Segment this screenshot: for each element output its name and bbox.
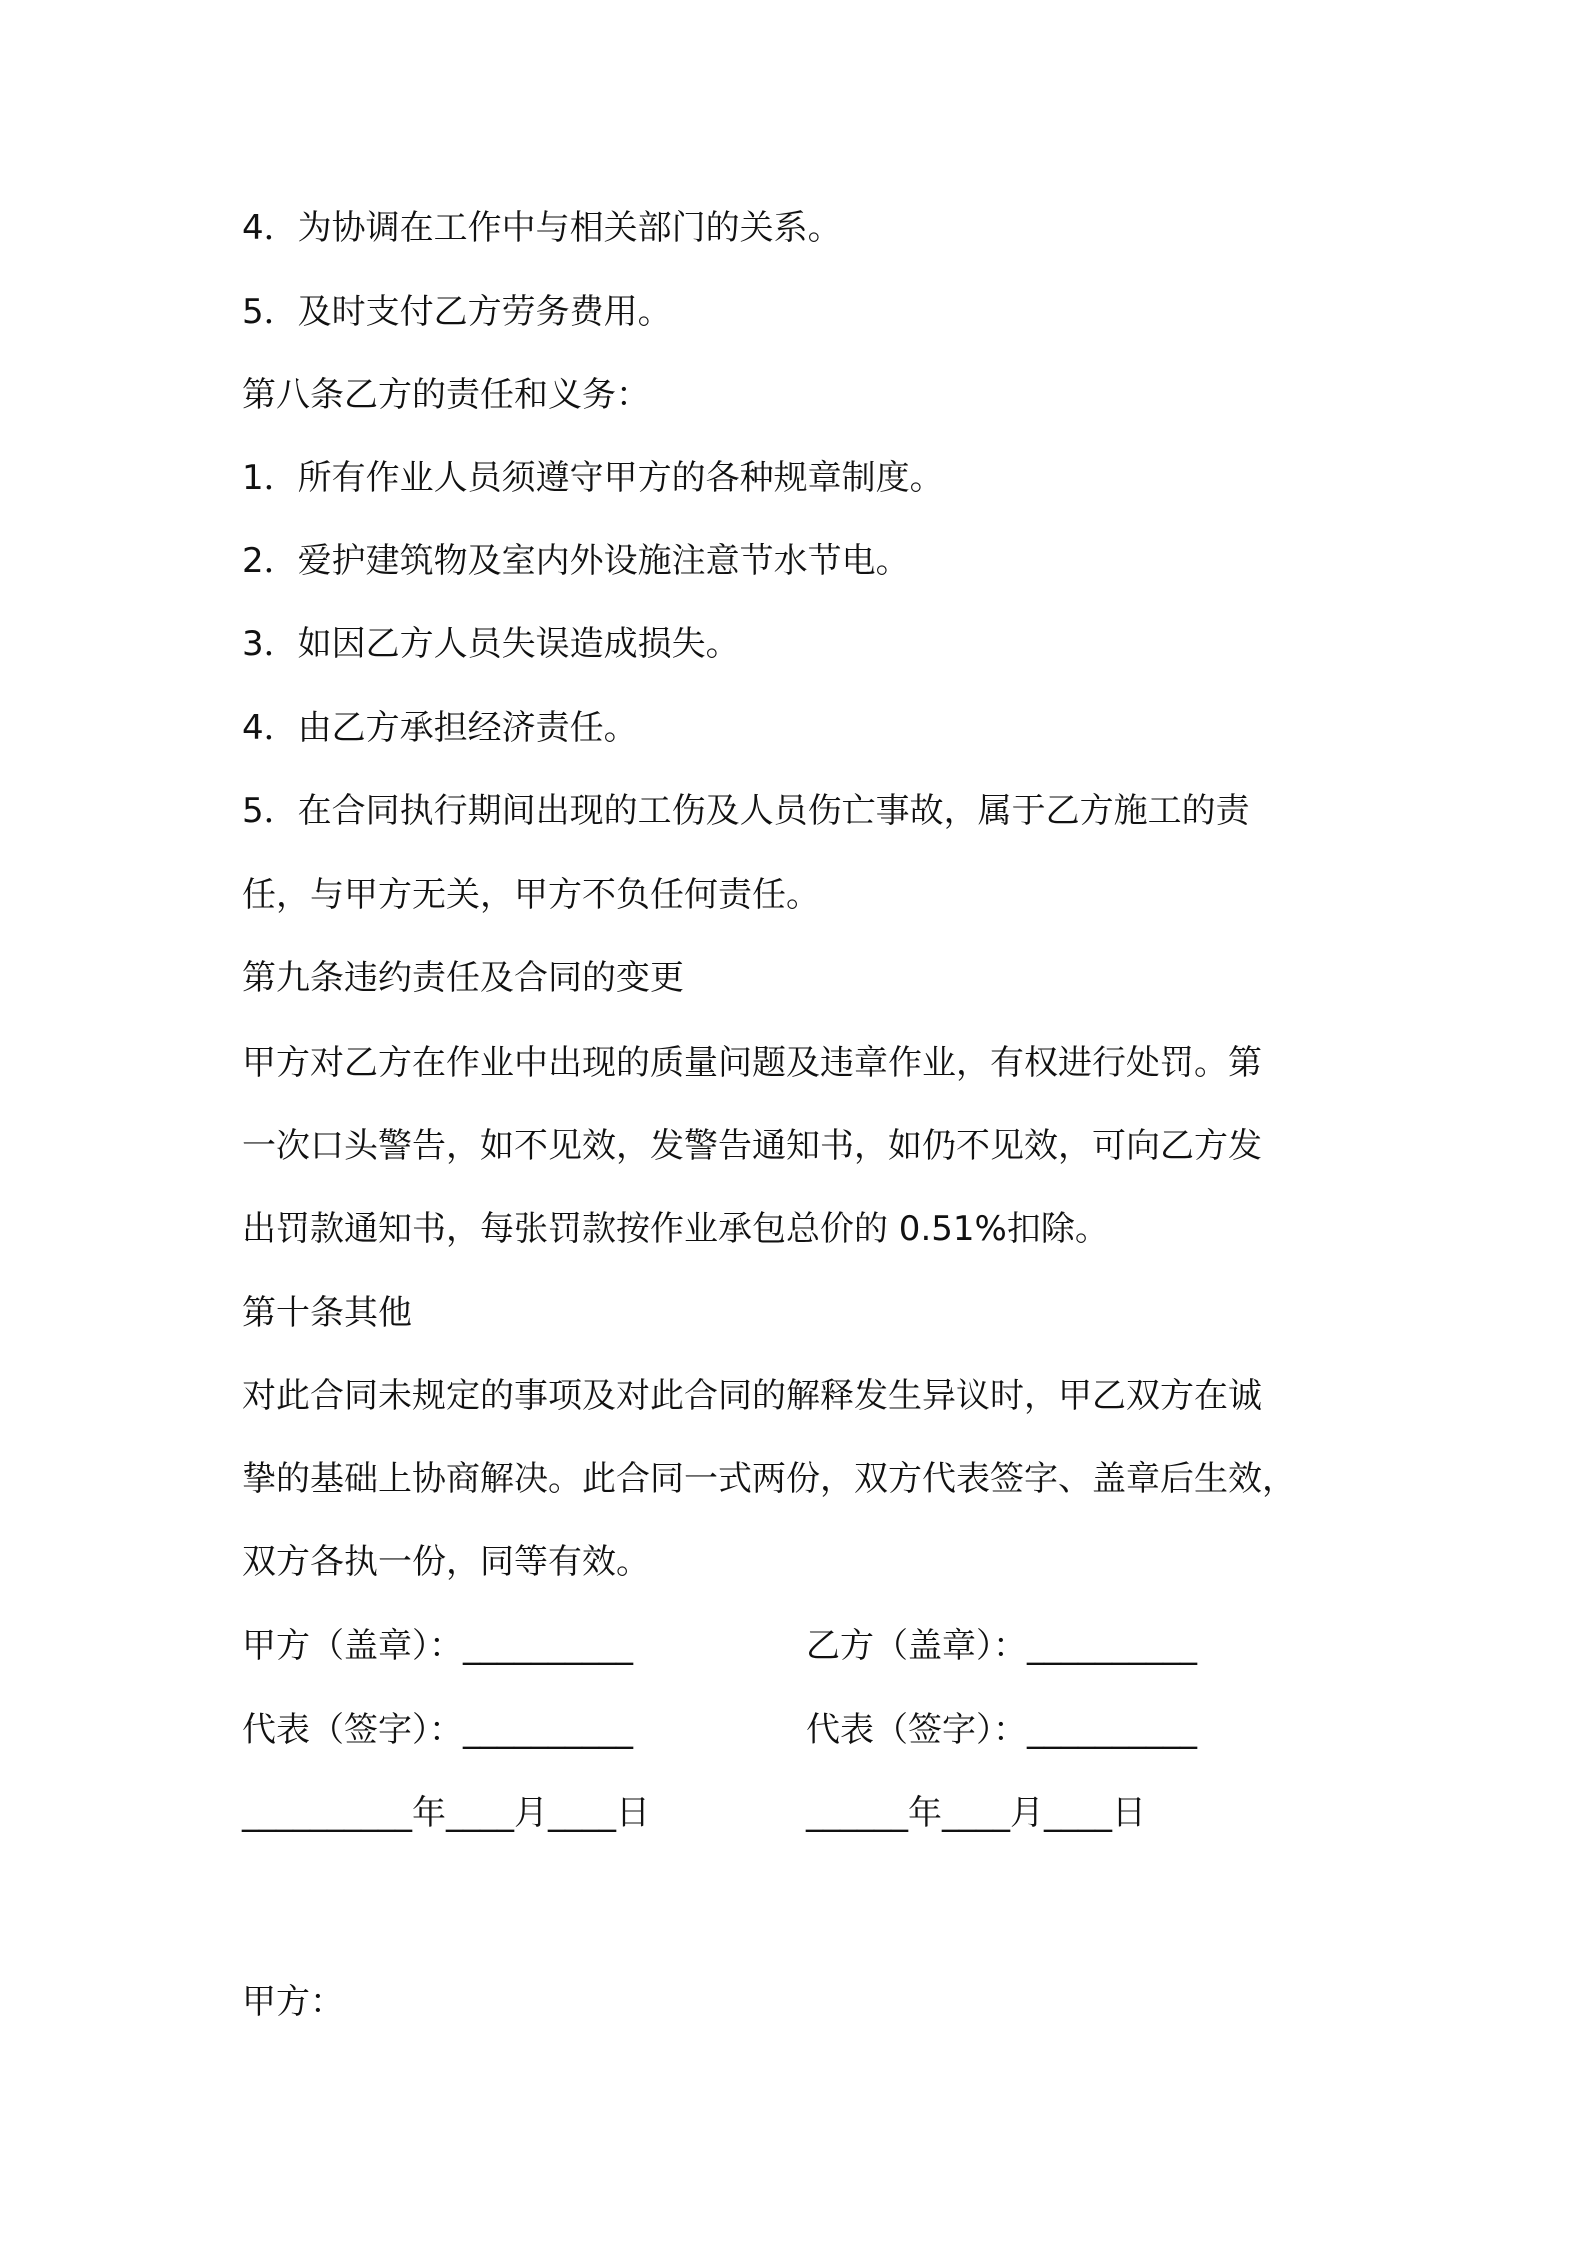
party-b-seal-field: 乙方（盖章）：__________ xyxy=(806,1626,1197,1666)
clause-line: 双方各执一份，同等有效。 xyxy=(242,1542,650,1582)
article-heading: 第十条其他 xyxy=(242,1293,412,1333)
clause-line: 4．为协调在工作中与相关部门的关系。 xyxy=(242,208,842,248)
clause-line: 甲方对乙方在作业中出现的质量问题及违章作业，有权进行处罚。第 xyxy=(242,1043,1262,1083)
clause-line: 任，与甲方无关，甲方不负任何责任。 xyxy=(242,875,820,915)
party-a-representative-field: 代表（签字）：__________ xyxy=(242,1710,633,1750)
party-b-date-field: ______年____月____日 xyxy=(806,1793,1146,1833)
party-a-date-field: __________年____月____日 xyxy=(242,1793,650,1833)
party-a-seal-field: 甲方（盖章）：__________ xyxy=(242,1626,633,1666)
article-heading: 第八条乙方的责任和义务： xyxy=(242,375,650,415)
clause-line: 挚的基础上协商解决。此合同一式两份，双方代表签字、盖章后生效， xyxy=(242,1459,1296,1499)
footer-party-a-label: 甲方： xyxy=(242,1982,344,2022)
clause-line: 5．及时支付乙方劳务费用。 xyxy=(242,292,672,332)
clause-line: 3．如因乙方人员失误造成损失。 xyxy=(242,624,740,664)
party-b-representative-field: 代表（签字）：__________ xyxy=(806,1710,1197,1750)
clause-line: 出罚款通知书，每张罚款按作业承包总价的 0.51%扣除。 xyxy=(242,1209,1109,1249)
clause-line: 5．在合同执行期间出现的工伤及人员伤亡事故，属于乙方施工的责 xyxy=(242,791,1250,831)
clause-line: 1．所有作业人员须遵守甲方的各种规章制度。 xyxy=(242,458,944,498)
clause-line: 2．爱护建筑物及室内外设施注意节水节电。 xyxy=(242,541,910,581)
clause-line: 一次口头警告，如不见效，发警告通知书，如仍不见效，可向乙方发 xyxy=(242,1126,1262,1166)
clause-line: 对此合同未规定的事项及对此合同的解释发生异议时，甲乙双方在诚 xyxy=(242,1376,1262,1416)
clause-line: 4．由乙方承担经济责任。 xyxy=(242,708,638,748)
article-heading: 第九条违约责任及合同的变更 xyxy=(242,958,684,998)
